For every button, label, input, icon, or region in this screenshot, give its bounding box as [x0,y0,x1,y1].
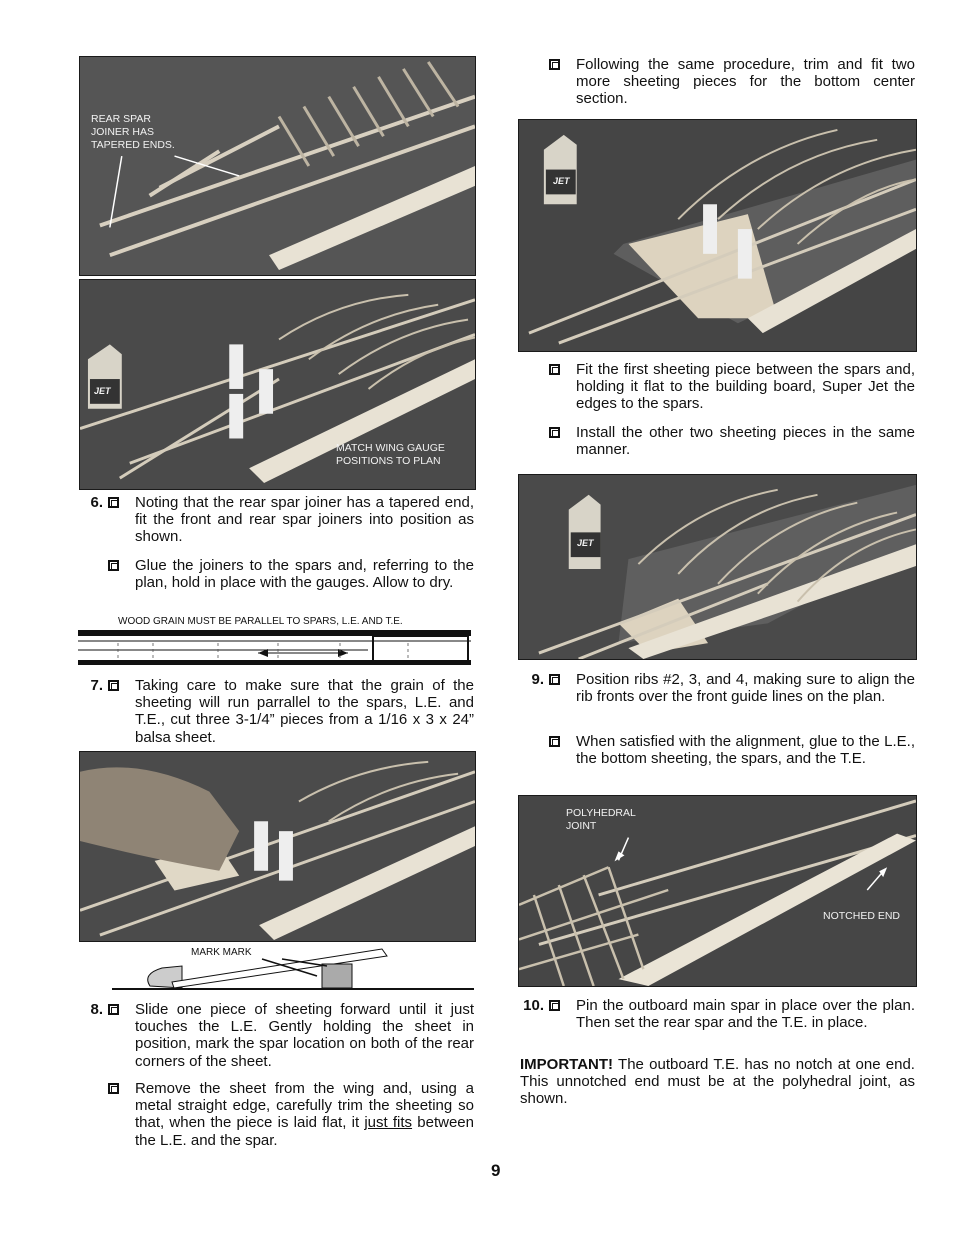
photo2-caption: MATCH WING GAUGE POSITIONS TO PLAN [336,442,445,467]
right-step-3-instruction [576,424,915,458]
right-step-1-checkbox[interactable] [549,59,560,70]
photo-rear-spar-joiner [79,56,476,276]
important-label: IMPORTANT! [520,1056,614,1073]
step-9-checkbox[interactable] [549,674,560,685]
step-7-checkbox[interactable] [108,680,119,691]
grain-diagram [78,628,471,668]
grain-diagram-label: WOOD GRAIN MUST BE PARALLEL TO SPARS, L.E. AND T.E. [118,616,403,627]
photo6-caption-right: NOTCHED END [823,910,901,922]
mark-diagram-art [112,944,474,994]
photo6-caption-left: POLYHEDRAL JOINT [566,807,636,832]
photo-marking-sheet-art [80,752,475,941]
important-text: The outboard T.E. has no notch at one end. This unnotched end must be at the polyhedral joint, as shown. [520,1056,915,1108]
step-8-checkbox[interactable] [108,1004,119,1015]
step-9b-checkbox[interactable] [549,736,560,747]
right-step-2-instruction [576,361,915,413]
right-step-2-checkbox[interactable] [549,364,560,375]
photo2-glue-label: JET [94,386,111,396]
step-10-checkbox[interactable] [549,1000,560,1011]
step-10-number: 10. [523,997,544,1014]
step-6b-instruction [135,557,474,591]
step-6b-text: Glue the joiners to the spars and, referring to the plan, hold in place with the gauges. Allow to dry. [135,557,474,592]
step-9-instruction [531,671,915,706]
step-6-instruction [90,494,474,546]
right-step-2-text: Fit the first sheeting piece between the spars and, holding it flat to the building board, Super Jet the edges to the spars. [576,361,915,413]
right-step-3-text: Install the other two sheeting pieces in the same manner. [576,424,915,459]
grain-diagram-art [78,628,471,668]
step-6-checkbox[interactable] [108,497,119,508]
step-8-instruction [90,1001,474,1070]
photo-marking-sheet [79,751,476,942]
photo-ribs-positioned [518,474,917,660]
step-7-instruction [90,677,474,746]
step-8b-instruction [135,1080,474,1149]
step-8b-text-pre: Remove the sheet from the wing and, using a metal straight edge, carefully trim the sheeting so that, when the piece is laid flat, it [135,1080,474,1132]
photo-ribs-positioned-art [519,475,916,659]
photo-wing-gauges [79,279,476,490]
step-9b-instruction [576,733,915,767]
step-8b-text-post: between the L.E. and the spar. [135,1114,474,1149]
right-step-1-instruction [576,56,915,108]
photo-center-sheeting-art [519,120,916,351]
important-note [520,1056,915,1108]
photo-rear-spar-joiner-art [80,57,475,275]
mark-diagram-label: MARK MARK [191,947,252,958]
photo1-caption: REAR SPAR JOINER HAS TAPERED ENDS. [91,113,175,151]
step-6-text: Noting that the rear spar joiner has a tapered end, fit the front and rear spar joiners into position as shown. [135,494,474,546]
step-9-text: Position ribs #2, 3, and 4, making sure to align the rib fronts over the front guide lines on the plan. [576,671,915,706]
right-step-3-checkbox[interactable] [549,427,560,438]
mark-diagram [112,944,474,994]
right-step-1-text: Following the same procedure, trim and fit two more sheeting pieces for the bottom center section. [576,56,915,108]
step-8b-checkbox[interactable] [108,1083,119,1094]
step-9b-text: When satisfied with the alignment, glue to the L.E., the bottom sheeting, the spars, and the T.E. [576,733,915,768]
photo-outboard-spar [518,795,917,987]
step-8-text: Slide one piece of sheeting forward until it just touches the L.E. Gently holding the sheet in position, mark the spar location on both of the rear corners of the sheet. [135,1001,474,1070]
photo-center-sheeting [518,119,917,352]
page-number: 9 [491,1161,501,1180]
photo4-glue-label: JET [553,176,570,186]
photo5-glue-label: JET [577,538,594,548]
step-8-number: 8. [90,1001,103,1018]
step-9-number: 9. [531,671,544,688]
step-7-text: Taking care to make sure that the grain of the sheeting will run parrallel to the spars, L.E. and T.E., cut three 3-1/4” pieces from a 1/16 x 3 x 24” balsa sheet. [135,677,474,746]
step-7-number: 7. [90,677,103,694]
step-10-instruction [523,997,915,1032]
step-6-number: 6. [90,494,103,511]
step-10-text: Pin the outboard main spar in place over the plan. Then set the rear spar and the T.E. in place. [576,997,915,1032]
step-6b-checkbox[interactable] [108,560,119,571]
step-8b-text-underline: just fits [364,1114,413,1132]
